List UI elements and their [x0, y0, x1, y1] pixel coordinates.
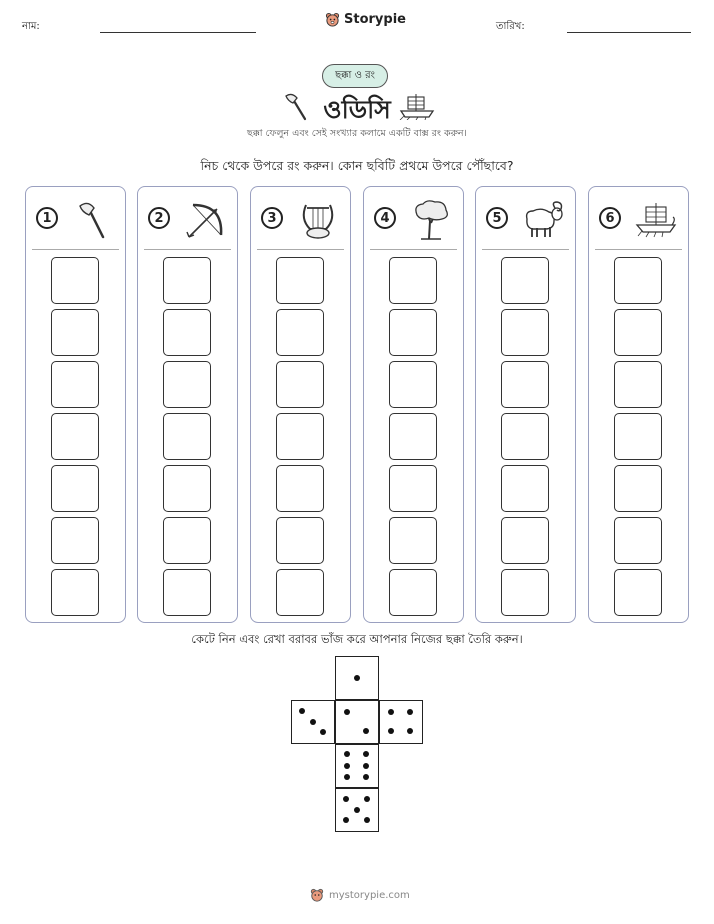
- color-box[interactable]: [51, 361, 99, 408]
- color-box[interactable]: [614, 517, 662, 564]
- color-box[interactable]: [51, 413, 99, 460]
- color-box[interactable]: [389, 361, 437, 408]
- color-box[interactable]: [51, 569, 99, 616]
- color-box[interactable]: [614, 465, 662, 512]
- color-box[interactable]: [389, 465, 437, 512]
- column-divider: [482, 249, 569, 250]
- column-number: 6: [599, 207, 621, 229]
- die-pip: [354, 675, 360, 681]
- name-line[interactable]: [100, 32, 256, 33]
- ship-icon: [634, 199, 678, 241]
- color-box[interactable]: [276, 465, 324, 512]
- bear-logo-icon: [310, 888, 324, 902]
- color-box[interactable]: [389, 309, 437, 356]
- color-box[interactable]: [614, 257, 662, 304]
- die-pip: [388, 709, 394, 715]
- color-box[interactable]: [389, 569, 437, 616]
- lyre-icon: [296, 199, 340, 241]
- die-pip: [344, 774, 350, 780]
- die-pip: [363, 728, 369, 734]
- color-box[interactable]: [614, 569, 662, 616]
- column-header: [364, 187, 463, 249]
- name-label: নাম:: [22, 21, 40, 32]
- activity-pill: ছক্কা ও রং: [322, 64, 388, 88]
- column-6: [588, 186, 689, 623]
- color-box[interactable]: [614, 309, 662, 356]
- column-5: [475, 186, 576, 623]
- color-box[interactable]: [389, 413, 437, 460]
- ram-icon: [521, 199, 565, 241]
- date-label: তারিখ:: [496, 21, 525, 32]
- die-pip: [320, 729, 326, 735]
- column-header: [476, 187, 575, 249]
- color-box[interactable]: [51, 309, 99, 356]
- color-box[interactable]: [501, 569, 549, 616]
- die-face-2: [335, 700, 379, 744]
- color-box[interactable]: [276, 309, 324, 356]
- color-box[interactable]: [163, 569, 211, 616]
- die-face-5: [335, 788, 379, 832]
- color-box[interactable]: [276, 257, 324, 304]
- color-box[interactable]: [51, 517, 99, 564]
- column-2: [137, 186, 238, 623]
- column-number: 5: [486, 207, 508, 229]
- color-box[interactable]: [501, 309, 549, 356]
- color-box[interactable]: [614, 361, 662, 408]
- page-title: ওডিসি: [323, 95, 391, 124]
- color-box[interactable]: [389, 257, 437, 304]
- color-box[interactable]: [501, 517, 549, 564]
- column-divider: [144, 249, 231, 250]
- column-number: 3: [261, 207, 283, 229]
- die-pip: [363, 763, 369, 769]
- die-pip: [299, 708, 305, 714]
- die-pip: [344, 763, 350, 769]
- brand-name: Storypie: [344, 12, 406, 27]
- die-face-6: [335, 744, 379, 788]
- color-box[interactable]: [163, 309, 211, 356]
- bow-and-arrow-icon: [183, 199, 227, 241]
- die-pip: [310, 719, 316, 725]
- column-number: 2: [148, 207, 170, 229]
- die-pip: [364, 817, 370, 823]
- die-pip: [343, 817, 349, 823]
- color-box[interactable]: [51, 257, 99, 304]
- die-pip: [344, 709, 350, 715]
- die-pip: [363, 774, 369, 780]
- date-line[interactable]: [567, 32, 691, 33]
- die-pip: [407, 728, 413, 734]
- die-pip: [343, 796, 349, 802]
- color-box[interactable]: [276, 569, 324, 616]
- color-box[interactable]: [163, 517, 211, 564]
- brand-logo: [325, 12, 406, 27]
- column-divider: [370, 249, 457, 250]
- column-number: 1: [36, 207, 58, 229]
- die-pip: [354, 807, 360, 813]
- die-pip: [363, 751, 369, 757]
- page-subtitle: ছক্কা ফেলুন এবং সেই সংখ্যার কলামে একটি বাক্স রং করুন।: [247, 128, 467, 139]
- olive-tree-icon: [409, 199, 453, 241]
- color-box[interactable]: [276, 361, 324, 408]
- color-box[interactable]: [501, 257, 549, 304]
- die-pip: [344, 751, 350, 757]
- color-box[interactable]: [163, 413, 211, 460]
- color-box[interactable]: [501, 361, 549, 408]
- die-pip: [407, 709, 413, 715]
- color-box[interactable]: [501, 413, 549, 460]
- bear-logo-icon: [325, 12, 340, 27]
- column-header: [251, 187, 350, 249]
- column-3: [250, 186, 351, 623]
- color-box[interactable]: [163, 465, 211, 512]
- column-header: [589, 187, 688, 249]
- color-box[interactable]: [51, 465, 99, 512]
- color-box[interactable]: [163, 361, 211, 408]
- column-header: [26, 187, 125, 249]
- die-face-4: [379, 700, 423, 744]
- column-1: [25, 186, 126, 623]
- ship-icon: [398, 92, 436, 120]
- footer: [310, 888, 410, 902]
- game-instruction: নিচ থেকে উপরে রং করুন। কোন ছবিটি প্রথমে উপরে পৌঁছাবে?: [200, 158, 514, 173]
- column-4: [363, 186, 464, 623]
- die-pip: [364, 796, 370, 802]
- color-box[interactable]: [276, 413, 324, 460]
- column-divider: [595, 249, 682, 250]
- die-face-3: [291, 700, 335, 744]
- column-number: 4: [374, 207, 396, 229]
- die-pip: [388, 728, 394, 734]
- color-box[interactable]: [614, 413, 662, 460]
- footer-site[interactable]: mystorypie.com: [329, 889, 410, 901]
- color-box[interactable]: [276, 517, 324, 564]
- axe-icon: [71, 199, 115, 241]
- column-divider: [257, 249, 344, 250]
- column-divider: [32, 249, 119, 250]
- column-header: [138, 187, 237, 249]
- color-box[interactable]: [163, 257, 211, 304]
- die-face-1: [335, 656, 379, 700]
- color-box[interactable]: [501, 465, 549, 512]
- color-box[interactable]: [389, 517, 437, 564]
- cut-instruction: কেটে নিন এবং রেখা বরাবর ভাঁজ করে আপনার নিজের ছক্কা তৈরি করুন।: [191, 632, 523, 646]
